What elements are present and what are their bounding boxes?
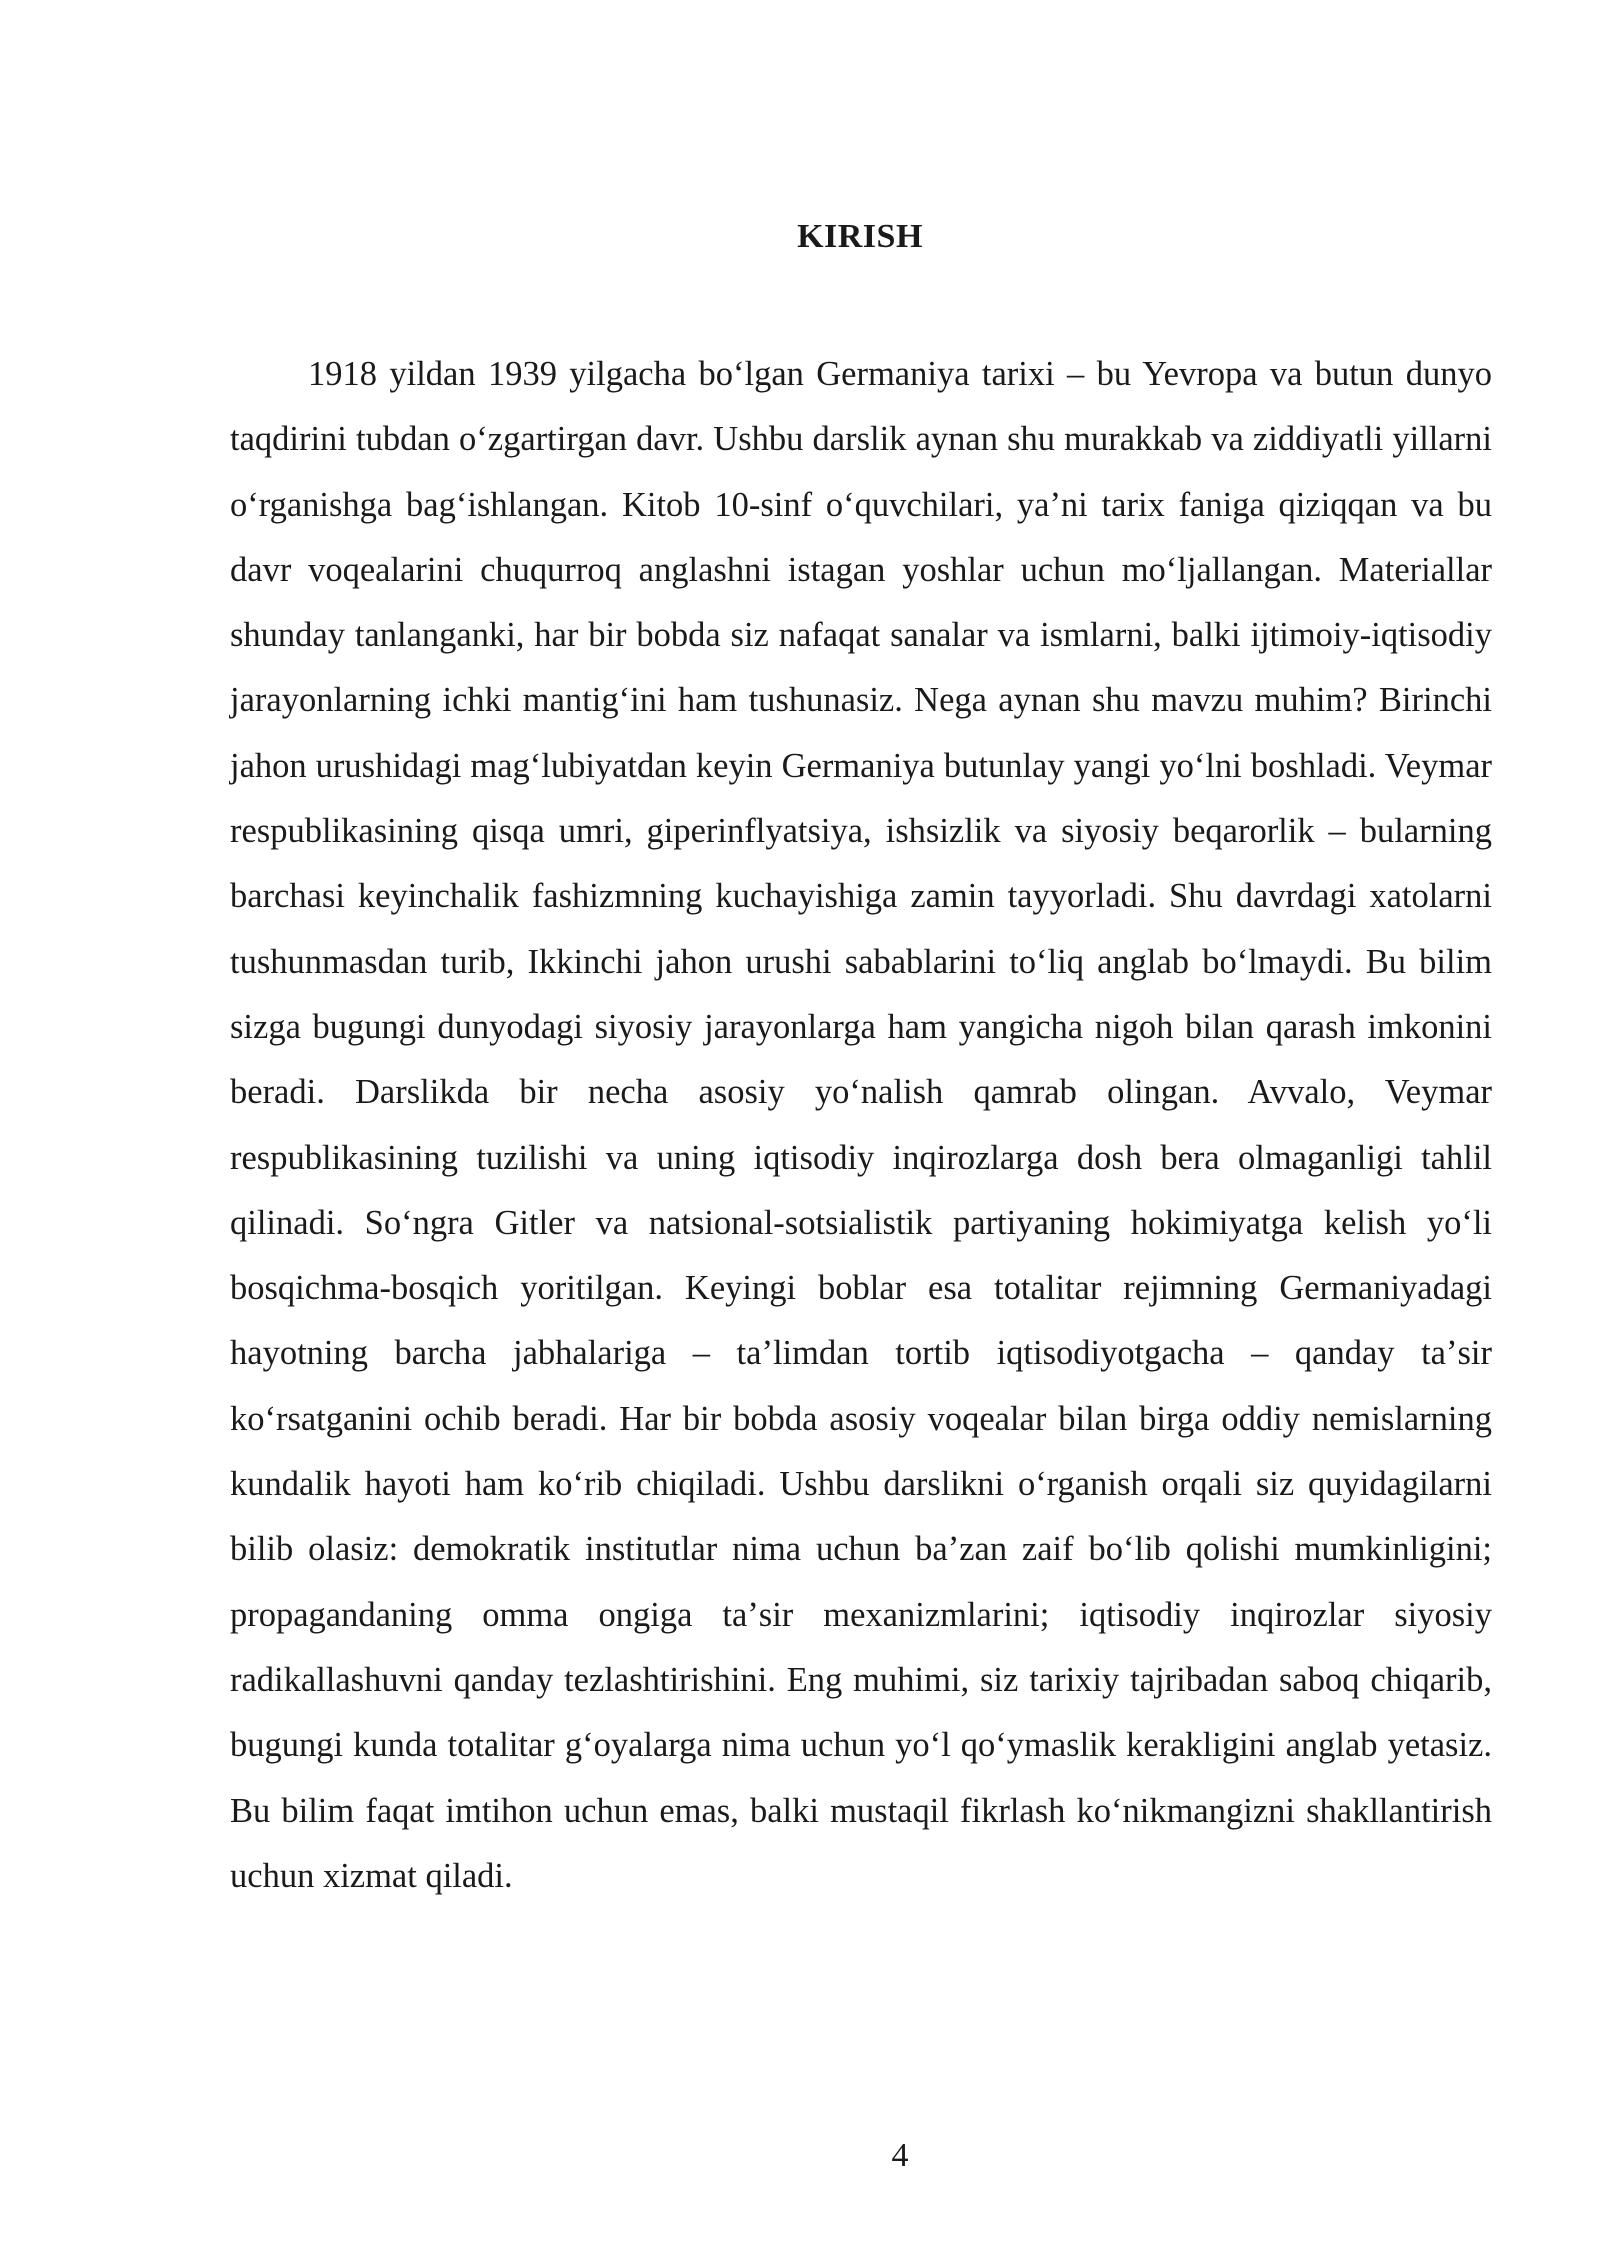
page-number: 4	[891, 2137, 909, 2174]
page-title: KIRISH	[797, 218, 923, 255]
introduction-paragraph: 1918 yildan 1939 yilgacha boʻlgan Germaniya tarixi – bu Yevropa va butun dunyo taqdirini tubdan oʻzgartirgan davr. Ushbu darslik aynan shu murakkab va ziddiyatli yillarni oʻrganishga bagʻishlangan. Kitob 10-sinf oʻquvchilari, yaʼni tarix faniga qiziqqan va bu davr voqealarini chuqurroq anglashni istagan yoshlar uchun moʻljallangan. Materiallar shunday tanlanganki, har bir bobda siz nafaqat sanalar va ismlarni, balki ijtimoiy-iqtisodiy jarayonlarning ichki mantigʻini ham tushunasiz. Nega aynan shu mavzu muhim? Birinchi jahon urushidagi magʻlubiyatdan keyin Germaniya butunlay yangi yoʻlni boshladi. Veymar respublikasining qisqa umri, giperinflyatsiya, ishsizlik va siyosiy beqarorlik – bularning barchasi keyinchalik fashizmning kuchayishiga zamin tayyorladi. Shu davrdagi xatolarni tushunmasdan turib, Ikkinchi jahon urushi sabablarini toʻliq anglab boʻlmaydi. Bu bilim sizga bugungi dunyodagi siyosiy jarayonlarga ham yangicha nigoh bilan qarash imkonini beradi. Darslikda bir necha asosiy yoʻnalish qamrab olingan. Avvalo, Veymar respublikasining tuzilishi va uning iqtisodiy inqirozlarga dosh bera olmaganligi tahlil qilinadi. Soʻngra Gitler va natsional-sotsialistik partiyaning hokimiyatga kelish yoʻli bosqichma-bosqich yoritilgan. Keyingi boblar esa totalitar rejimning Germaniyadagi hayotning barcha jabhalariga – taʼlimdan tortib iqtisodiyotgacha – qanday taʼsir koʻrsatganini ochib beradi. Har bir bobda asosiy voqealar bilan birga oddiy nemislarning kundalik hayoti ham koʻrib chiqiladi. Ushbu darslikni oʻrganish orqali siz quyidagilarni bilib olasiz: demokratik institutlar nima uchun baʼzan zaif boʻlib qolishi mumkinligini; propagandaning omma ongiga taʼsir mexanizmlarini; iqtisodiy inqirozlar siyosiy radikallashuvni qanday tezlashtirishini. Eng muhimi, siz tarixiy tajribadan saboq chiqarib, bugungi kunda totalitar gʻoyalarga nima uchun yoʻl qoʻymaslik kerakligini anglab yetasiz. Bu bilim faqat imtihon uchun emas, balki mustaqil fikrlash koʻnikmangizni shakllantirish uchun xizmat qiladi.	[230, 355, 1492, 1895]
